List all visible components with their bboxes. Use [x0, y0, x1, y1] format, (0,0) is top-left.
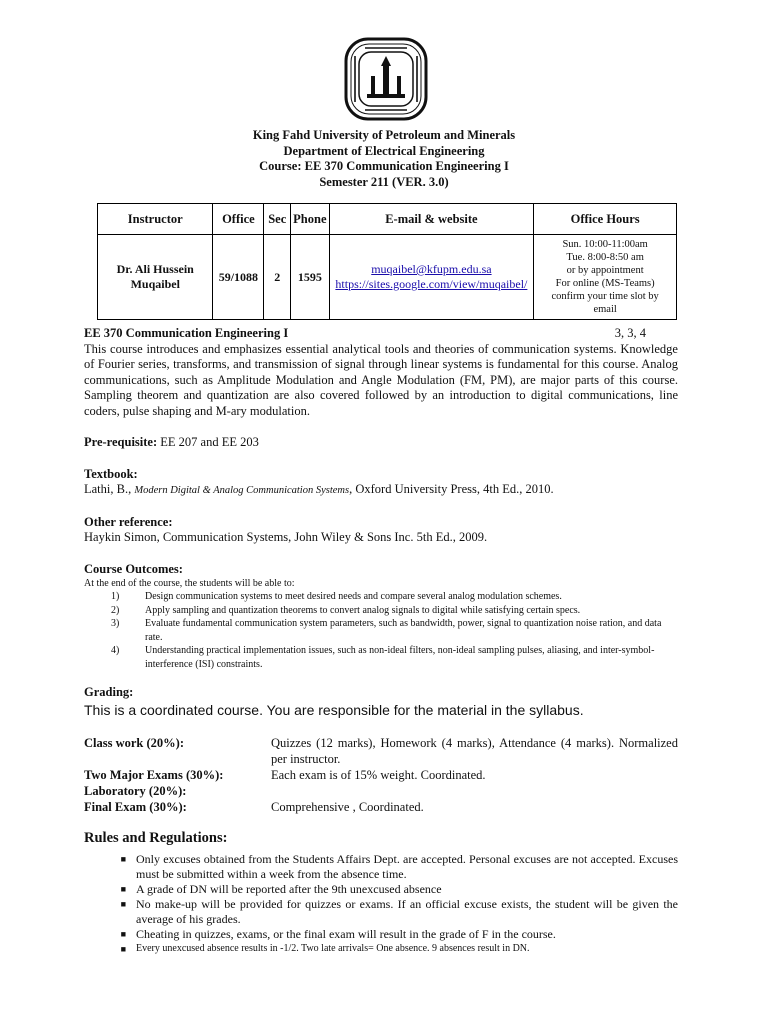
list-item: [84, 927, 678, 942]
university-name: King Fahd University of Petroleum and Minerals: [252, 128, 516, 142]
document-header: [0, 128, 768, 190]
grade-item-label: Laboratory (20%):: [84, 783, 187, 798]
rule-text: A grade of DN will be reported after the 9th unexcused absence: [136, 882, 442, 896]
instructor-name-line: Muqaibel: [130, 277, 180, 291]
grade-item-label: Final Exam (30%):: [84, 799, 187, 814]
rule-text: Cheating in quizzes, exams, or the final exam will result in the grade of F in the course.: [136, 927, 556, 941]
course-title: EE 370 Communication Engineering I: [84, 326, 289, 340]
prerequisite: [84, 435, 678, 451]
outcome-number: 4): [111, 645, 120, 656]
grading-label: Grading:: [84, 685, 134, 699]
outcome-number: 3): [111, 618, 120, 629]
list-item: [84, 897, 678, 927]
grade-item-value: Comprehensive , Coordinated.: [271, 799, 424, 814]
contact-cell: [329, 235, 534, 320]
list-item: [84, 882, 678, 897]
outcomes-list: [84, 590, 678, 671]
list-item: [84, 942, 678, 957]
outcome-text: Understanding practical implementation issues, such as non-ideal filters, non-ideal sampling pulses, aliasing, and inter-symbol-interference (ISI) constraints.: [145, 645, 655, 670]
office-hours-line: For online (MS-Teams): [555, 278, 655, 289]
office-hours-cell: [534, 235, 677, 320]
textbook-author: Lathi, B.,: [84, 482, 135, 496]
textbook-citation: [84, 482, 678, 499]
outcome-number: 1): [111, 591, 120, 602]
website-link[interactable]: https://sites.google.com/view/muqaibel/: [335, 277, 528, 291]
outcomes-label: Course Outcomes:: [84, 561, 183, 576]
rule-text: Only excuses obtained from the Students Affairs Dept. are accepted. Personal excuses are not accepted. Excuses must be submitted within a week from the absence time.: [136, 852, 678, 881]
grade-item-label: Class work (20%):: [84, 735, 184, 750]
university-seal-logo: [343, 36, 429, 122]
rule-text: Every unexcused absence results in -1/2. Two late arrivals= One absence. 9 absences result in DN.: [136, 943, 530, 954]
office-hours-line: email: [593, 304, 617, 315]
col-header: Phone: [291, 204, 329, 235]
office-hours-line: confirm your time slot by: [551, 291, 659, 302]
grade-item-label: Two Major Exams (30%):: [84, 767, 224, 782]
email-link[interactable]: muqaibel@kfupm.edu.sa: [371, 262, 492, 276]
instructor-name-cell: [98, 235, 213, 320]
col-header: Office: [213, 204, 264, 235]
rules-label: Rules and Regulations:: [84, 829, 228, 846]
bullet-icon: ■: [120, 884, 126, 894]
semester: Semester 211 (VER. 3.0): [319, 174, 449, 189]
prereq-value: EE 207 and EE 203: [157, 435, 259, 449]
grading-note: This is a coordinated course. You are responsible for the material in the syllabus.: [84, 701, 584, 718]
bullet-icon: ■: [120, 929, 126, 939]
grading-breakdown: [84, 735, 678, 815]
course-name: Course: EE 370 Communication Engineering I: [259, 159, 509, 173]
section-cell: 2: [264, 235, 291, 320]
office-cell: 59/1088: [213, 235, 264, 320]
bullet-icon: ■: [120, 944, 126, 954]
instructor-name-line: Dr. Ali Hussein: [116, 262, 194, 276]
course-credits: 3, 3, 4: [614, 326, 646, 340]
outcome-text: Apply sampling and quantization theorems to convert analog signals to digital while satisfying certain specs.: [145, 604, 581, 616]
textbook-title: Modern Digital & Analog Communication Systems: [134, 485, 350, 496]
textbook-label: Textbook:: [84, 466, 138, 481]
col-header: Instructor: [98, 204, 213, 235]
grade-item-value: Each exam is of 15% weight. Coordinated.: [271, 767, 486, 782]
col-header: E-mail & website: [329, 204, 534, 235]
table-header-row: [98, 204, 677, 235]
course-description: This course introduces and emphasizes essential analytical tools and theories of communication systems. Knowledge of Fourier series, transforms, and transmission of signal through linear systems is fundamental for this course. Analog communications, such as Amplitude Modulation and Angle Modulation (FM, PM), are major parts of this course. Sampling theorem and quantization are also covered followed by an introduction to digital communications, line coders, pulse shaping and M-ary modulation.: [84, 341, 678, 418]
grade-item-value: [271, 783, 678, 799]
prereq-label: Pre-requisite:: [84, 435, 158, 449]
list-item: [84, 852, 678, 882]
course-title-row: [84, 326, 678, 342]
office-hours-line: or by appointment: [566, 265, 644, 276]
phone-cell: 1595: [291, 235, 329, 320]
grade-item-value: Quizzes (12 marks), Homework (4 marks), Attendance (4 marks). Normalized per instructor.: [271, 735, 678, 766]
list-item: [84, 604, 678, 618]
textbook-publisher: , Oxford University Press, 4th Ed., 2010.: [349, 482, 554, 496]
list-item: [84, 590, 678, 604]
bullet-icon: ■: [120, 899, 126, 909]
rules-list: [84, 852, 678, 957]
col-header: Sec: [264, 204, 291, 235]
table-row: [98, 235, 677, 320]
instructor-table: [97, 203, 677, 320]
bullet-icon: ■: [120, 854, 126, 864]
office-hours-line: Sun. 10:00-11:00am: [562, 239, 648, 250]
outcome-number: 2): [111, 604, 120, 616]
other-reference: Haykin Simon, Communication Systems, John Wiley & Sons Inc. 5th Ed., 2009.: [84, 530, 488, 544]
list-item: [84, 617, 678, 644]
rule-text: No make-up will be provided for quizzes or exams. If an official excuse exists, the student will be given the average of his grades.: [136, 897, 678, 926]
outcomes-intro: At the end of the course, the students will be able to:: [84, 578, 295, 589]
department-name: Department of Electrical Engineering: [283, 143, 485, 158]
list-item: [84, 644, 678, 671]
other-reference-label: Other reference:: [84, 514, 173, 529]
col-header: Office Hours: [534, 204, 677, 235]
outcome-text: Design communication systems to meet desired needs and compare several analog modulation schemes.: [145, 591, 562, 602]
office-hours-line: Tue. 8:00-8:50 am: [566, 252, 644, 263]
outcome-text: Evaluate fundamental communication system parameters, such as bandwidth, power, signal to quantization noise ration, and data rate.: [145, 618, 662, 643]
syllabus-content: [84, 326, 678, 957]
